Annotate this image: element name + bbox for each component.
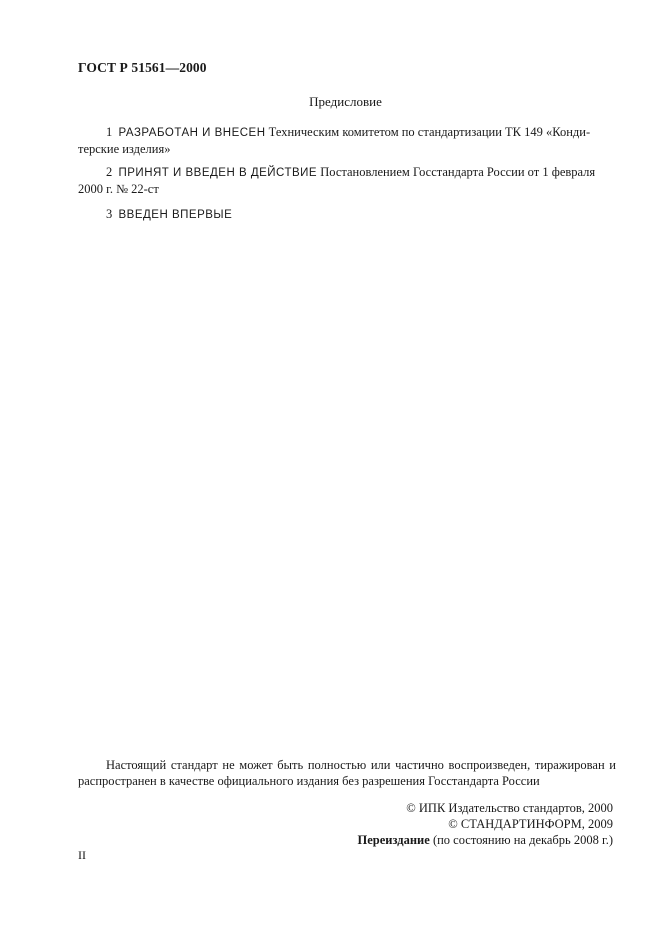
preface-item-3	[78, 206, 616, 223]
item-number: 3	[106, 207, 113, 221]
copyright-block	[358, 800, 613, 848]
notice-line-2: распространен в качестве официального издания без разрешения Госстандарта России	[78, 774, 540, 788]
copyright-line-2: © СТАНДАРТИНФОРМ, 2009	[448, 817, 613, 831]
preface-item-2	[78, 164, 616, 197]
item-number: 1	[106, 125, 113, 139]
item-number: 2	[106, 165, 113, 179]
preface-item-1-line-1	[78, 124, 616, 141]
preface-item-2-line-2: 2000 г. № 22-ст	[78, 182, 159, 196]
reproduction-notice	[78, 757, 616, 789]
preface-item-1	[78, 124, 616, 157]
item-text: Постановлением Госстандарта России от 1 февраля	[320, 165, 596, 179]
preface-item-3-line-1	[78, 206, 616, 223]
document-code: ГОСТ Р 51561—2000	[78, 60, 207, 75]
item-caps-text: ПРИНЯТ И ВВЕДЕН В ДЕЙСТВИЕ	[118, 167, 318, 179]
item-caps-text: ВВЕДЕН ВПЕРВЫЕ	[118, 209, 233, 221]
preface-item-2-line-1	[78, 164, 616, 181]
reprint-label: Переиздание	[357, 833, 430, 847]
preface-title: Предисловие	[309, 94, 382, 109]
copyright-line-1: © ИПК Издательство стандартов, 2000	[406, 801, 613, 815]
preface-item-1-line-2: терские изделия»	[78, 142, 171, 156]
item-caps-text: РАЗРАБОТАН И ВНЕСЕН	[118, 127, 266, 139]
page-number: II	[78, 848, 86, 862]
item-text: Техническим комитетом по стандартизации ТК 149 «Конди-	[268, 125, 591, 139]
reprint-text: (по состоянию на декабрь 2008 г.)	[429, 833, 613, 847]
notice-line-1: Настоящий стандарт не может быть полностью или частично воспроизведен, тиражирован и	[106, 758, 616, 772]
reprint-line	[358, 832, 613, 848]
